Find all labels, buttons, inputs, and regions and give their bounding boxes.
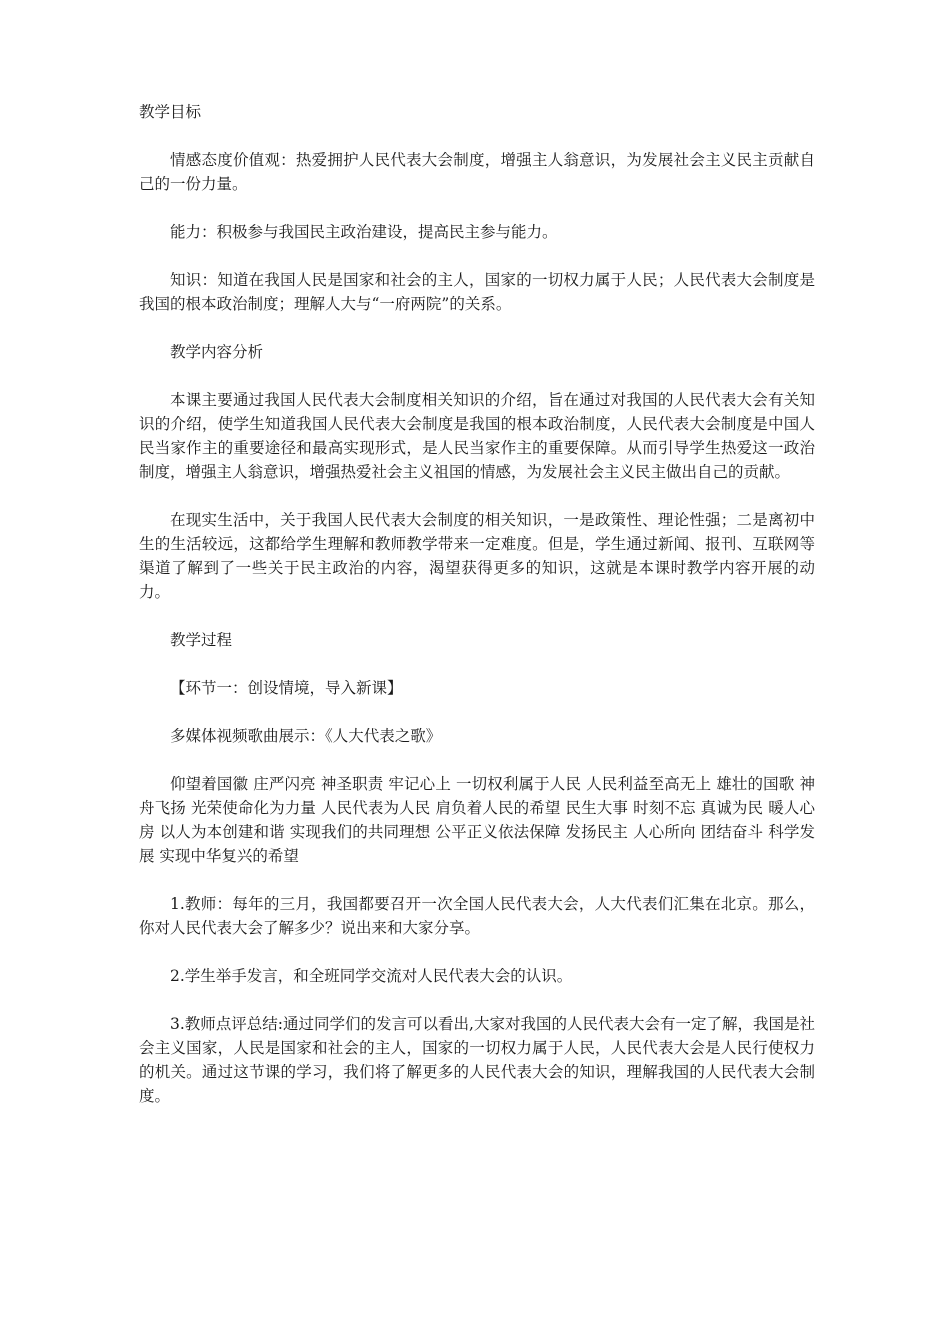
heading-teaching-process: 教学过程 <box>170 631 233 649</box>
analysis-paragraph-2: 在现实生活中，关于我国人民代表大会制度的相关知识，一是政策性、理论性强；二是离初中生的生活较远，这都给学生理解和教师教学带来一定难度。但是，学生通过新闻、报刊、互联网等渠道了解到了一些关于民主政治的内容，渴望获得更多的知识，这就是本课时教学内容开展的动力。 <box>139 511 815 601</box>
heading-content-analysis: 教学内容分析 <box>170 343 264 361</box>
multimedia-paragraph: 多媒体视频歌曲展示：《人大代表之歌》 <box>170 727 442 745</box>
goal-knowledge-paragraph: 知识：知道在我国人民是国家和社会的主人，国家的一切权力属于人民；人民代表大会制度是我国的根本政治制度；理解人大与“一府两院”的关系。 <box>139 271 815 313</box>
step-1-paragraph: 1.教师：每年的三月，我国都要召开一次全国人民代表大会，人大代表们汇集在北京。那么，你对人民代表大会了解多少？说出来和大家分享。 <box>139 895 815 937</box>
goal-ability-paragraph: 能力：积极参与我国民主政治建设，提高民主参与能力。 <box>170 223 558 241</box>
step-2-paragraph: 2.学生举手发言，和全班同学交流对人民代表大会的认识。 <box>170 967 573 985</box>
step-3-paragraph: 3.教师点评总结:通过同学们的发言可以看出,大家对我国的人民代表大会有一定了解，我国是社会主义国家，人民是国家和社会的主人，国家的一切权力属于人民，人民代表大会是人民行使权力的机关。通过这节课的学习，我们将了解更多的人民代表大会的知识，理解我国的人民代表大会制度。 <box>139 1015 815 1105</box>
analysis-paragraph-1: 本课主要通过我国人民代表大会制度相关知识的介绍，旨在通过对我国的人民代表大会有关知识的介绍，使学生知道我国人民代表大会制度是我国的根本政治制度，人民代表大会制度是中国人民当家作主的重要途径和最高实现形式，是人民当家作主的重要保障。从而引导学生热爱这一政治制度，增强主人翁意识，增强热爱社会主义祖国的情感，为发展社会主义民主做出自己的贡献。 <box>139 391 815 481</box>
document-page <box>139 100 815 1132</box>
goal-emotion-paragraph: 情感态度价值观：热爱拥护人民代表大会制度，增强主人翁意识，为发展社会主义民主贡献自己的一份力量。 <box>139 151 815 193</box>
heading-teaching-goals: 教学目标 <box>139 103 202 121</box>
section-1-title: 【环节一：创设情境，导入新课】 <box>170 679 403 697</box>
lyrics-paragraph: 仰望着国徽 庄严闪亮 神圣职责 牢记心上 一切权利属于人民 人民利益至高无上 雄壮的国歌 神舟飞扬 光荣使命化为力量 人民代表为人民 肩负着人民的希望 民生大事 时刻不忘 真诚为民 暖人心房 以人为本创建和谐 实现我们的共同理想 公平正义依法保障 发扬民主 人心所向 团结奋斗 科学发展 实现中华复兴的希望 <box>139 775 815 865</box>
